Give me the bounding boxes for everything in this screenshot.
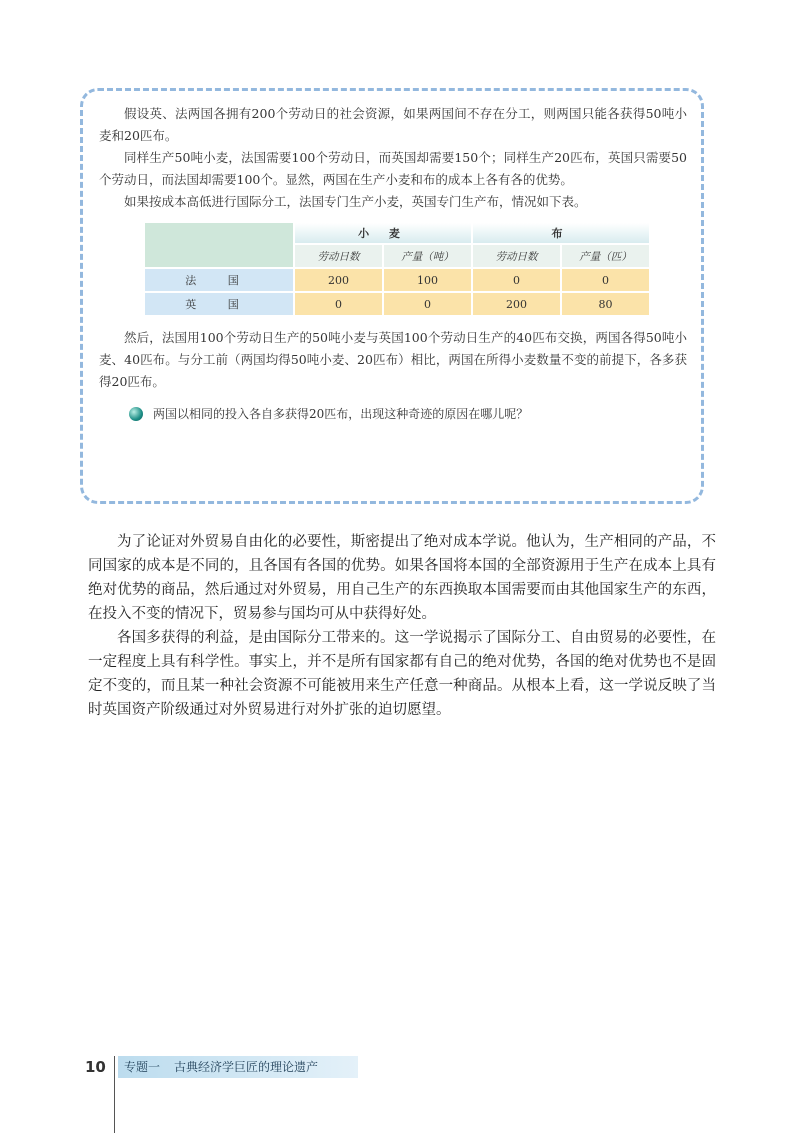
table-row-label: 法 国 [145,269,295,293]
table-cell: 0 [473,269,562,293]
table-cell: 0 [562,269,651,293]
box-paragraph-2: 同样生产50吨小麦，法国需要100个劳动日，而英国却需要150个；同样生产20匹布，英国只需要50个劳动日，而法国却需要100个。显然，两国在生产小麦和布的成本上各有各的优势。 [99,150,687,187]
division-of-labor-table [145,223,651,317]
table-group-cloth: 布 [473,223,651,245]
case-study-content [99,103,687,422]
question-prompt [99,405,687,422]
table-cell: 200 [295,269,384,293]
main-paragraph-2: 各国多获得的利益，是由国际分工带来的。这一学说揭示了国际分工、自由贸易的必要性，在一定程度上具有科学性。事实上，并不是所有国家都有自己的绝对优势，各国的绝对优势也不是固定不变的，而且某一种社会资源不可能被用来生产任意一种商品。从根本上看，这一学说反映了当时英国资产阶级通过对外贸易进行对外扩张的迫切愿望。 [88,630,716,718]
chapter-topic: 专题一 [124,1060,161,1074]
chapter-banner [118,1056,358,1078]
main-text [88,530,716,722]
table-cell: 200 [473,293,562,317]
footer-divider [114,1056,115,1133]
box-paragraph-1: 假设英、法两国各拥有200个劳动日的社会资源，如果两国间不存在分工，则两国只能各获得50吨小麦和20匹布。 [99,106,687,143]
bullet-sphere-icon [129,407,143,421]
case-study-box [80,88,704,504]
question-text: 两国以相同的投入各自多获得20匹布，出现这种奇迹的原因在哪儿呢？ [153,407,529,421]
page-footer [0,1056,800,1133]
table-subheader: 劳动日数 [473,245,562,269]
table-group-wheat: 小 麦 [295,223,473,245]
box-paragraph-3: 如果按成本高低进行国际分工，法国专门生产小麦，英国专门生产布，情况如下表。 [124,194,587,209]
main-paragraph-1: 为了论证对外贸易自由化的必要性，斯密提出了绝对成本学说。他认为，生产相同的产品，不同国家的成本是不同的，且各国有各国的优势。如果各国将本国的全部资源用于生产在成本上具有绝对优势的商品，然后通过对外贸易，用自己生产的东西换取本国需要而由其他国家生产的东西，在投入不变的情况下，贸易参与国均可从中获得好处。 [88,534,716,622]
table-subheader: 产量（吨） [384,245,473,269]
table-row [145,293,651,317]
page-number: 10 [85,1058,106,1076]
table-subheader: 产量（匹） [562,245,651,269]
table-cell: 0 [295,293,384,317]
table-subheader: 劳动日数 [295,245,384,269]
table-cell: 80 [562,293,651,317]
table-corner-cell [145,223,295,269]
table-header-row [145,223,651,245]
table-row [145,269,651,293]
table-row-label: 英 国 [145,293,295,317]
chapter-title: 古典经济学巨匠的理论遗产 [174,1060,319,1074]
box-paragraph-4: 然后，法国用100个劳动日生产的50吨小麦与英国100个劳动日生产的40匹布交换，两国各得50吨小麦、40匹布。与分工前（两国均得50吨小麦、20匹布）相比，两国在所得小麦数量不变的前提下，各多获得20匹布。 [99,330,687,389]
table-cell: 0 [384,293,473,317]
table-cell: 100 [384,269,473,293]
